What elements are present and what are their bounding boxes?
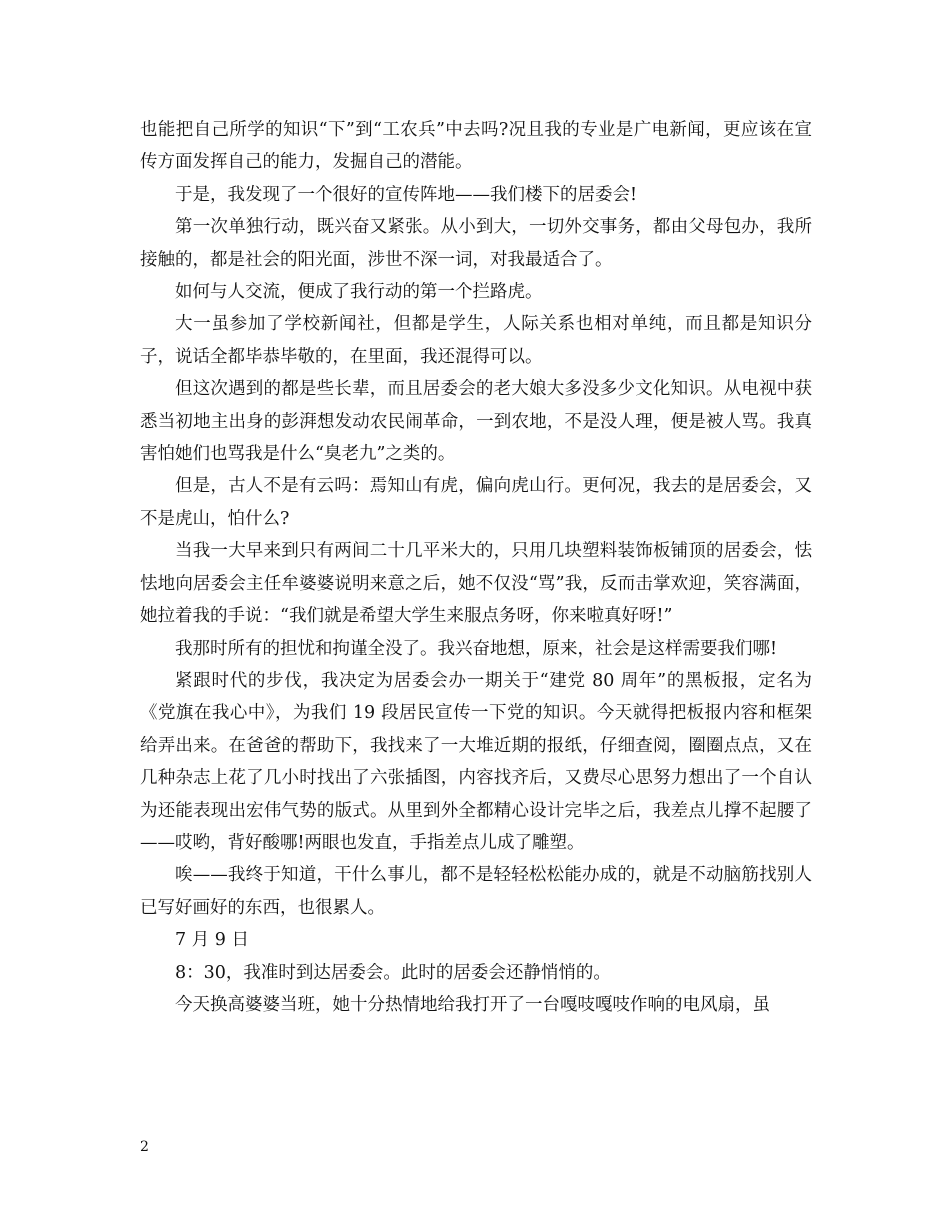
paragraph: 8：30，我准时到达居委会。此时的居委会还静悄悄的。 bbox=[175, 962, 611, 983]
document-body bbox=[140, 114, 812, 1021]
paragraph: 今天换高婆婆当班，她十分热情地给我打开了一台嘎吱嘎吱作响的电风扇，虽 bbox=[175, 994, 770, 1015]
paragraph: 如何与人交流，便成了我行动的第一个拦路虎。 bbox=[175, 282, 543, 303]
paragraph: 也能把自己所学的知识“下”到“工农兵”中去吗?况且我的专业是广电新闻，更应该在宣传方面发挥自己的能力，发掘自己的潜能。 bbox=[140, 120, 812, 173]
paragraph: 但这次遇到的都是些长辈，而且居委会的老大娘大多没多少文化知识。从电视中获悉当初地主出身的彭湃想发动农民闹革命，一到农地，不是没人理，便是被人骂。我真害怕她们也骂我是什么“臭老九”之类的。 bbox=[140, 379, 812, 465]
paragraph: 第一次单独行动，既兴奋又紧张。从小到大，一切外交事务，都由父母包办，我所接触的，都是社会的阳光面，涉世不深一词，对我最适合了。 bbox=[140, 217, 812, 270]
paragraph: 7 月 9 日 bbox=[175, 930, 249, 951]
paragraph: 大一虽参加了学校新闻社，但都是学生，人际关系也相对单纯，而且都是知识分子，说话全都毕恭毕敬的，在里面，我还混得可以。 bbox=[140, 314, 812, 367]
paragraph: 于是，我发现了一个很好的宣传阵地——我们楼下的居委会! bbox=[175, 184, 638, 205]
page-number: 2 bbox=[140, 1139, 149, 1155]
paragraph: 当我一大早来到只有两间二十几平米大的，只用几块塑料装饰板铺顶的居委会，怯怯地向居委会主任牟婆婆说明来意之后，她不仅没“骂”我，反而击掌欢迎，笑容满面，她拉着我的手说：“我们就是希望大学生来服点务呀，你来啦真好呀!” bbox=[140, 541, 812, 627]
paragraph: 唉——我终于知道，干什么事儿，都不是轻轻松松能办成的，就是不动脑筋找别人已写好画好的东西，也很累人。 bbox=[140, 865, 812, 918]
paragraph: 紧跟时代的步伐，我决定为居委会办一期关于“建党 80 周年”的黑板报，定名为《党旗在我心中》，为我们 19 段居民宣传一下党的知识。今天就得把板报内容和框架给弄出来。在爸爸的帮助下，我找来了一大堆近期的报纸，仔细查阅，圈圈点点，又在几种杂志上花了几小时找出了六张插图，内容找齐后，又费尽心思努力想出了一个自认为还能表现出宏伟气势的版式。从里到外全都精心设计完毕之后，我差点儿撑不起腰了——哎哟，背好酸哪!两眼也发直，手指差点儿成了雕塑。 bbox=[140, 670, 812, 853]
paragraph: 我那时所有的担忧和拘谨全没了。我兴奋地想，原来，社会是这样需要我们哪! bbox=[175, 638, 778, 659]
paragraph: 但是，古人不是有云吗：焉知山有虎，偏向虎山行。更何况，我去的是居委会，又不是虎山，怕什么? bbox=[140, 476, 812, 529]
